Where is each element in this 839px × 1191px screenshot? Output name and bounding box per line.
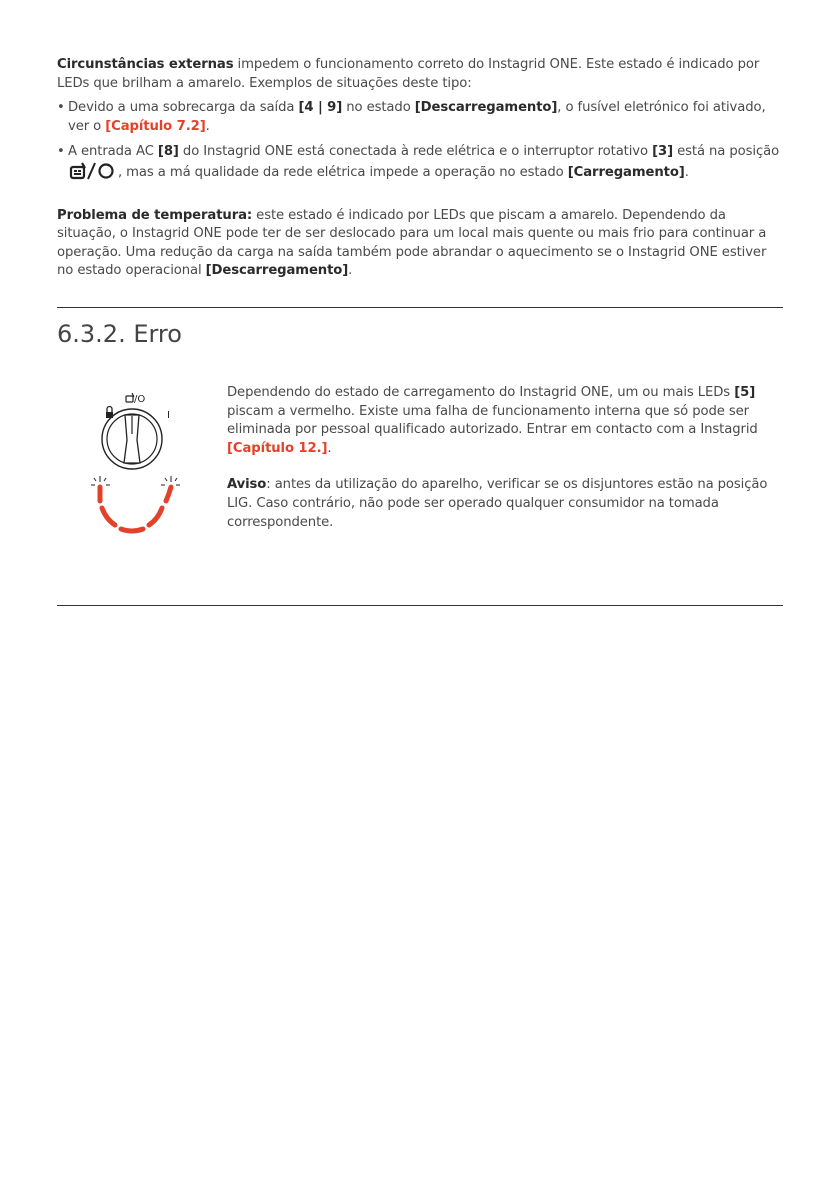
charge-icon — [126, 393, 134, 402]
state-ref: [Carregamento] — [567, 164, 685, 180]
text: : antes da utilização do aparelho, verificar se os disjuntores estão na posição LIG. Caso contrário, não pode ser operado qualquer consumidor na tomada correspondente. — [227, 477, 768, 530]
text: do Instagrid ONE está conectada à rede elétrica e o interruptor rotativo — [178, 144, 653, 160]
text: Devido a uma sobrecarga da saída — [68, 100, 299, 116]
state-ref: [Descarregamento] — [205, 263, 349, 279]
led-blink-right-icon — [161, 476, 180, 485]
intro-bold: Circunstâncias externas — [57, 57, 234, 72]
text: , o fusível eletrónico foi ativado, ver o — [68, 100, 766, 134]
error-figure — [57, 384, 227, 553]
list-item — [57, 99, 783, 136]
chapter-link[interactable]: [Capítulo 12.] — [227, 440, 328, 456]
list-item — [57, 143, 783, 186]
rotary-dial-icon — [102, 409, 162, 469]
charge-off-symbol-icon — [68, 162, 118, 187]
intro-text: impedem o funcionamento correto do Instagrid ONE. Este estado é indicado por LEDs que brilham a amarelo. Exemplos de situações deste tipo: — [57, 57, 760, 91]
situation-list — [57, 99, 783, 186]
output-ref: [4 | 9] — [298, 100, 343, 116]
text: A entrada AC — [68, 144, 158, 160]
switch-right-label: I — [167, 409, 170, 421]
switch-ref: [3] — [652, 144, 674, 160]
page-content — [57, 56, 783, 606]
section-heading: 6.3.2. Erro — [57, 319, 182, 348]
temperature-bold: Problema de temperatura: — [57, 207, 253, 223]
text: Dependendo do estado de carregamento do Instagrid ONE, um ou mais LEDs — [227, 384, 735, 400]
divider — [57, 605, 783, 606]
rotary-switch-figure — [57, 384, 227, 549]
led-blink-left-icon — [91, 476, 110, 485]
text: está na posição — [673, 144, 780, 160]
led-arc-icon — [100, 487, 171, 531]
text: no estado — [342, 100, 415, 116]
error-paragraph — [227, 384, 782, 458]
error-text — [227, 384, 782, 553]
state-ref: [Descarregamento] — [414, 100, 558, 116]
warning-bold: Aviso — [227, 477, 267, 493]
text: . — [684, 164, 689, 180]
warning-paragraph — [227, 476, 782, 532]
text: . — [327, 440, 332, 456]
intro-paragraph — [57, 56, 783, 93]
text: . — [348, 263, 353, 279]
text: piscam a vermelho. Existe uma falha de funcionamento interna que só pode ser eliminada por pessoal qualificado autorizado. Entrar em contacto com a Instagrid — [227, 403, 758, 438]
temperature-paragraph — [57, 207, 783, 281]
text: este estado é indicado por LEDs que piscam a amarelo. Dependendo da situação, o Instagrid ONE pode ter de ser deslocado para um local mais quente ou mais frio para continuar a operação. Uma redução da carga na saída também pode abrandar o aquecimento se o Instagrid ONE estiver no estado operacional — [57, 207, 767, 279]
text: , mas a má qualidade da rede elétrica impede a operação no estado — [118, 164, 568, 180]
led-ref: [5] — [734, 384, 756, 400]
chapter-link[interactable]: [Capítulo 7.2] — [105, 118, 206, 134]
input-ref: [8] — [157, 144, 179, 160]
text: . — [205, 118, 210, 134]
error-section — [57, 384, 783, 553]
switch-top-label: /O — [134, 393, 146, 405]
